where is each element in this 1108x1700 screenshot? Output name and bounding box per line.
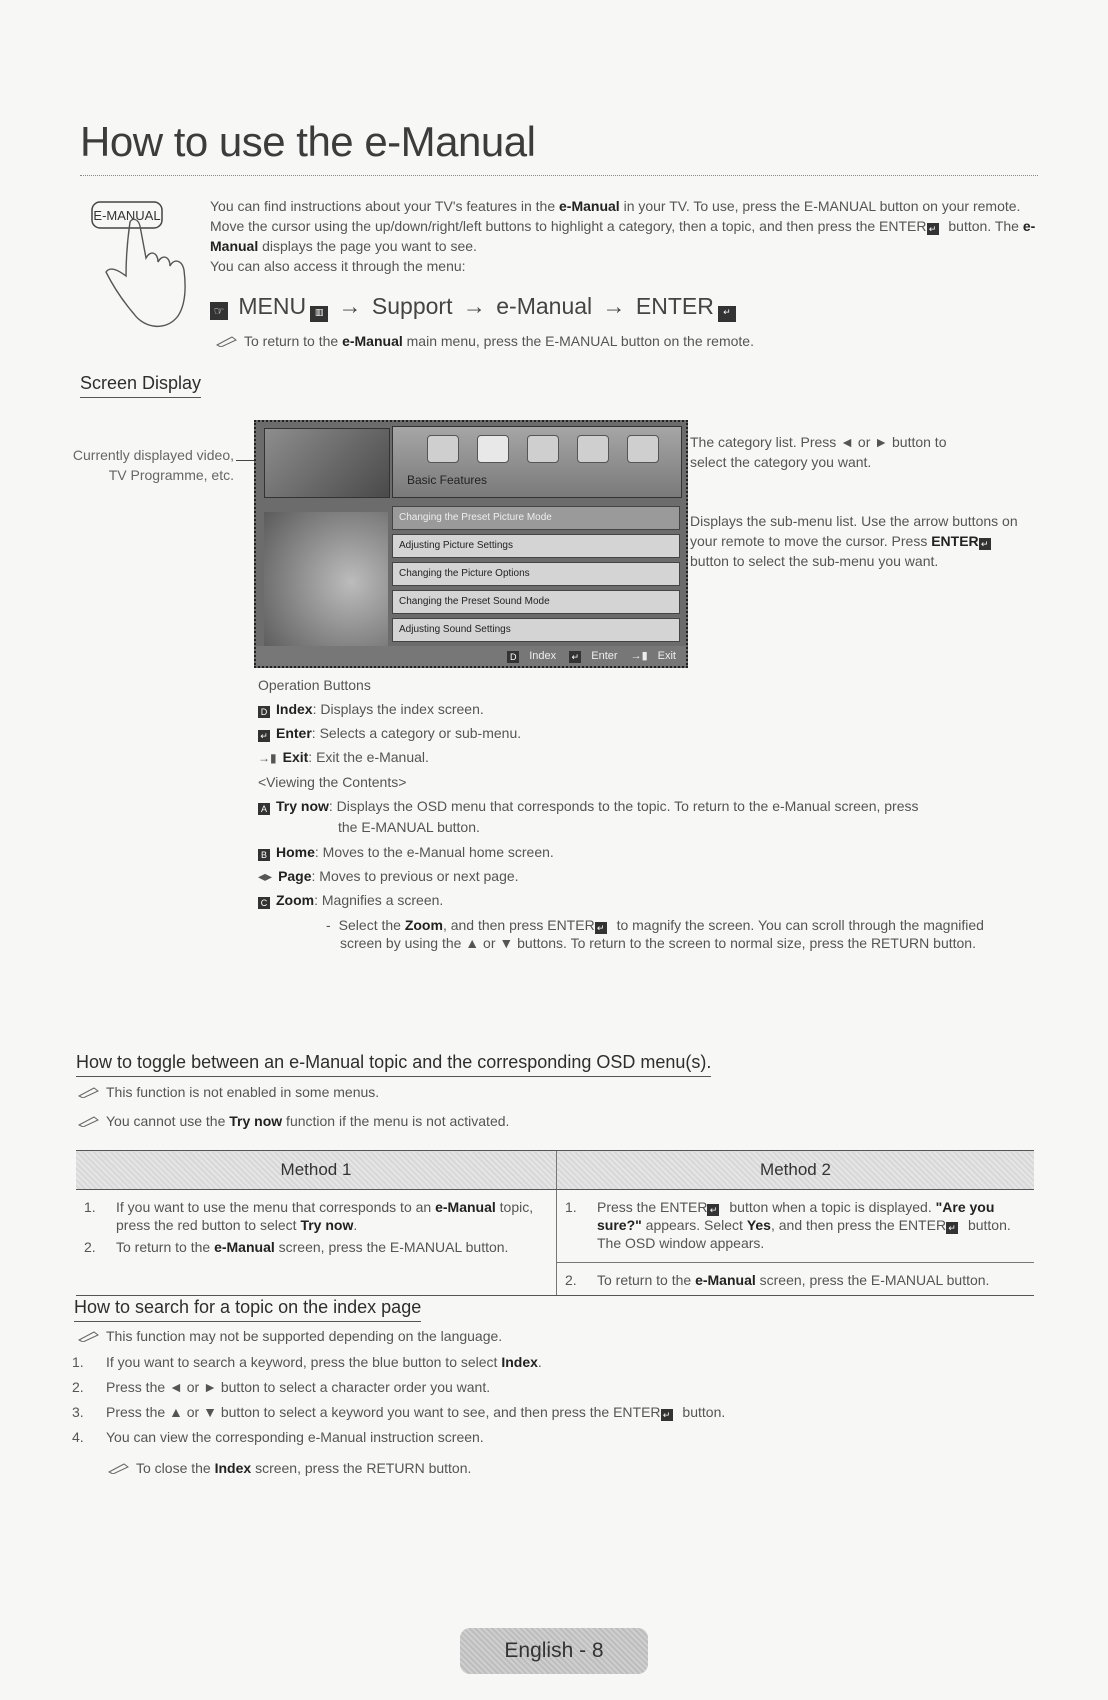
op-label: Index xyxy=(276,701,313,717)
support-label: Support xyxy=(371,293,453,319)
step-text: screen, press the E-MANUAL button. xyxy=(755,1271,990,1288)
operation-buttons xyxy=(258,673,1018,952)
left-right-icon: ◂▸ xyxy=(258,868,273,884)
step-text: Press the ▲ or ▼ button to select a keyword you want to see, and then press the ENTER xyxy=(106,1404,661,1420)
c-button-icon: C xyxy=(258,897,270,909)
callout-text: button to select the sub-menu you want. xyxy=(690,553,939,569)
intro-text: button. The xyxy=(944,218,1023,234)
category-icon xyxy=(477,435,509,463)
step-text: To return to the xyxy=(597,1271,696,1288)
a-button-icon: A xyxy=(258,803,270,815)
step-text: Index xyxy=(501,1354,538,1370)
intro-text: You can find instructions about your TV's features in the xyxy=(210,198,559,214)
step-number: 2. xyxy=(72,1379,84,1395)
enter-button[interactable]: Enter xyxy=(591,650,618,662)
note-text: To close the xyxy=(136,1460,215,1476)
enter-icon: ↵ xyxy=(927,223,939,235)
op-text: : Exit the e-Manual. xyxy=(308,749,429,765)
op-text: Select the xyxy=(338,917,405,933)
category-icon xyxy=(627,435,659,463)
hand-pressing-button-icon xyxy=(88,196,208,346)
step-text: screen, press the E-MANUAL button. xyxy=(274,1239,509,1255)
op-label: Zoom xyxy=(276,892,315,908)
step-text: , and then press the ENTER xyxy=(770,1217,947,1233)
method2-header: Method 2 xyxy=(557,1151,1035,1190)
enter-icon: ↵ xyxy=(946,1222,958,1234)
step-number: 1. xyxy=(84,1199,96,1215)
arrow-icon: → xyxy=(338,293,362,319)
operation-heading: Operation Buttons xyxy=(258,677,371,693)
exit-button[interactable]: Exit xyxy=(657,650,676,662)
search-note xyxy=(108,1460,471,1476)
step-number: 2. xyxy=(84,1239,96,1255)
step-text: To return to the xyxy=(116,1239,215,1255)
enter-icon: ↵ xyxy=(661,1409,673,1421)
step-text: button. The OSD window appears. xyxy=(597,1217,1011,1251)
step-text: Press the ENTER xyxy=(597,1199,708,1215)
note-text: This function may not be supported depending on the language. xyxy=(106,1328,503,1344)
step-text: . xyxy=(353,1217,358,1233)
search-heading: How to search for a topic on the index page xyxy=(74,1297,421,1322)
search-steps xyxy=(72,1350,725,1450)
step-text: e-Manual xyxy=(214,1239,275,1255)
note-pencil-icon xyxy=(78,1115,100,1127)
toggle-note xyxy=(78,1113,509,1129)
emanual-button-label: E-MANUAL xyxy=(93,208,161,223)
step-text: If you want to search a keyword, press the blue button to select xyxy=(106,1354,502,1370)
emanual-label: e-Manual xyxy=(496,293,593,319)
submenu-item[interactable]: Changing the Picture Options xyxy=(392,562,680,586)
menu-label: MENU xyxy=(238,293,307,319)
note-text: function if the menu is not activated. xyxy=(282,1113,510,1129)
exit-icon: →▮ xyxy=(630,650,648,662)
step-text: Try now xyxy=(300,1217,354,1233)
step-text: e-Manual xyxy=(435,1199,496,1215)
viewing-contents: <Viewing the Contents> xyxy=(258,774,407,790)
step-number: 2. xyxy=(565,1271,577,1288)
method2-step xyxy=(557,1262,1035,1295)
step-text: button when a topic is displayed. xyxy=(725,1199,936,1215)
enter-icon: ↵ xyxy=(718,306,736,322)
step-number: 1. xyxy=(565,1199,577,1215)
note-pencil-icon xyxy=(216,335,238,347)
intro-text: in your TV. To use, press the E-MANUAL button on your remote. Move the cursor using the up/down/right/left buttons to highlight a category, then a topic, and then press the ENTER xyxy=(210,198,1021,234)
note-text: Try now xyxy=(229,1113,283,1129)
note-text: e-Manual xyxy=(342,333,403,349)
page-number-badge: English - 8 xyxy=(460,1628,648,1674)
op-text: Zoom xyxy=(404,917,443,933)
enter-icon: ↵ xyxy=(707,1204,719,1216)
op-text: , and then press ENTER xyxy=(442,917,595,933)
toggle-heading: How to toggle between an e-Manual topic and the corresponding OSD menu(s). xyxy=(76,1052,711,1077)
intro-text: You can also access it through the menu: xyxy=(210,258,466,274)
submenu-item[interactable]: Adjusting Picture Settings xyxy=(392,534,680,558)
toggle-note xyxy=(78,1084,379,1100)
intro-text: e-Manual xyxy=(210,218,1036,254)
step-text: topic, press the red button to select xyxy=(116,1199,534,1233)
note-text: Index xyxy=(214,1460,252,1476)
callout-text: Displays the sub-menu list. Use the arrow buttons on your remote to move the cursor. Press xyxy=(690,513,1018,549)
intro-text: displays the page you want to see. xyxy=(258,238,477,254)
note-pencil-icon xyxy=(108,1462,130,1474)
submenu-item[interactable]: Changing the Preset Picture Mode xyxy=(392,506,680,530)
step-text: If you want to use the menu that corresponds to an xyxy=(116,1199,436,1215)
op-text: the E-MANUAL button. xyxy=(338,819,480,835)
op-text: : Displays the index screen. xyxy=(312,701,484,717)
search-note xyxy=(78,1328,502,1344)
submenu-item[interactable]: Adjusting Sound Settings xyxy=(392,618,680,642)
enter-icon: ↵ xyxy=(569,651,581,663)
step-text: . xyxy=(537,1354,542,1370)
menu-path xyxy=(210,293,740,322)
op-text: to magnify the screen. You can scroll through the magnified screen by using the ▲ or ▼ buttons. To return to the screen to normal size, press the RETURN button. xyxy=(340,917,984,951)
index-icon: D xyxy=(507,651,519,663)
index-icon: D xyxy=(258,706,270,718)
intro-text: e-Manual xyxy=(559,198,620,214)
category-icon xyxy=(427,435,459,463)
op-text: : Selects a category or sub-menu. xyxy=(311,725,522,741)
category-bar xyxy=(392,426,682,498)
category-icon xyxy=(577,435,609,463)
category-icon xyxy=(527,435,559,463)
menu-icon: ▥ xyxy=(310,306,328,322)
method1-empty xyxy=(76,1262,557,1295)
enter-label: ENTER xyxy=(635,293,714,319)
step-text: "Are you sure?" xyxy=(597,1199,995,1233)
method1-header: Method 1 xyxy=(76,1151,557,1190)
op-text: : Moves to the e-Manual home screen. xyxy=(314,844,554,860)
op-label: Try now xyxy=(276,798,329,814)
method2-step xyxy=(557,1190,1035,1263)
step-text: You can view the corresponding e-Manual instruction screen. xyxy=(106,1429,484,1445)
note-text: You cannot use the xyxy=(106,1113,230,1129)
enter-icon: ↵ xyxy=(258,730,270,742)
emanual-screen-mockup xyxy=(254,420,688,668)
submenu-list xyxy=(392,506,680,646)
b-button-icon: B xyxy=(258,849,270,861)
step-text: button. xyxy=(678,1404,726,1420)
note-text: screen, press the RETURN button. xyxy=(251,1460,472,1476)
step-text: Press the ◄ or ► button to select a character order you want. xyxy=(106,1379,491,1395)
page-title: How to use the e-Manual xyxy=(80,118,536,165)
step-number: 3. xyxy=(72,1404,84,1420)
enter-icon: ↵ xyxy=(979,538,991,550)
submenu-callout xyxy=(690,511,1030,571)
enter-icon: ↵ xyxy=(595,922,607,934)
note-pencil-icon xyxy=(78,1330,100,1342)
video-area-label: Currently displayed video, TV Programme, etc. xyxy=(72,447,234,483)
step-text: appears. Select xyxy=(641,1217,747,1233)
note-text: To return to the xyxy=(244,333,343,349)
method-table xyxy=(76,1150,1034,1296)
step-number: 1. xyxy=(72,1354,84,1370)
op-label: Page xyxy=(278,868,312,884)
note-text: This function is not enabled in some menus. xyxy=(106,1084,380,1100)
op-label: Exit xyxy=(282,749,309,765)
step-number: 4. xyxy=(72,1429,84,1445)
op-text: : Displays the OSD menu that corresponds to the topic. To return to the e-Manual screen, press xyxy=(328,798,919,814)
op-text: : Moves to previous or next page. xyxy=(311,868,519,884)
category-title: Basic Features xyxy=(407,473,488,487)
op-text: : Magnifies a screen. xyxy=(314,892,444,908)
decorative-art xyxy=(264,512,388,652)
step-text: Yes xyxy=(746,1217,771,1233)
video-preview xyxy=(264,428,390,498)
intro-note xyxy=(216,333,754,349)
note-pencil-icon xyxy=(78,1086,100,1098)
category-callout: The category list. Press ◄ or ► button to select the category you want. xyxy=(690,434,947,470)
remote-icon: ☞ xyxy=(210,302,228,320)
zoom-detail: - Select the Zoom, and then press ENTER ↵ to magnify the screen. You can scroll through the magnified screen by using the ▲ or ▼ buttons. To return to the screen to normal size, press the RETURN button. xyxy=(326,917,984,951)
method1-step xyxy=(76,1190,557,1263)
exit-icon: →▮ xyxy=(258,751,277,765)
operation-bar xyxy=(256,646,686,666)
screen-display-heading: Screen Display xyxy=(80,373,201,398)
callout-line xyxy=(236,460,256,461)
arrow-icon: → xyxy=(462,293,486,319)
step-text: e-Manual xyxy=(695,1271,756,1288)
callout-text: ENTER xyxy=(931,533,979,549)
op-label: Enter xyxy=(276,725,312,741)
arrow-icon: → xyxy=(602,293,626,319)
op-label: Home xyxy=(276,844,315,860)
title-divider xyxy=(80,175,1038,176)
note-text: main menu, press the E-MANUAL button on the remote. xyxy=(402,333,754,349)
index-button[interactable]: Index xyxy=(529,650,557,662)
submenu-item[interactable]: Changing the Preset Sound Mode xyxy=(392,590,680,614)
intro-paragraph xyxy=(210,196,1036,276)
